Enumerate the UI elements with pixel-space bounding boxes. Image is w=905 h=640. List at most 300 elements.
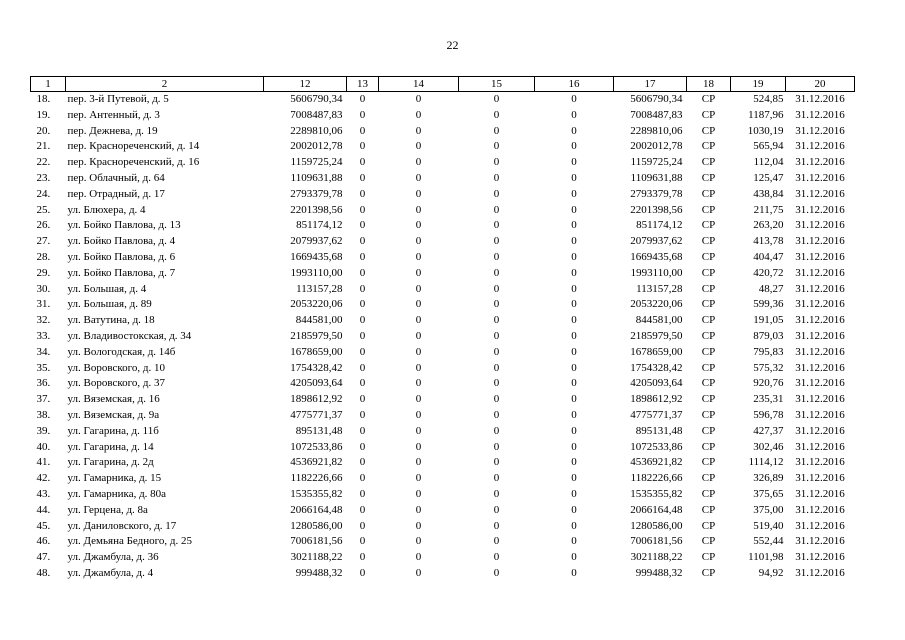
cell-category: СР (701, 314, 716, 327)
cell-col-14: 0 (415, 535, 422, 548)
cell-col-14: 0 (415, 456, 422, 469)
header-row (31, 77, 855, 92)
cell-total: 7008487,83 (630, 108, 683, 121)
cell-amount: 2793379,78 (290, 187, 343, 200)
cell-row-number: 25. (36, 203, 51, 216)
cell-col-16: 0 (571, 551, 577, 564)
cell-col-14: 0 (415, 187, 422, 200)
cell-row-number: 28. (36, 250, 51, 263)
table-row (31, 471, 855, 487)
table-row (31, 266, 855, 282)
cell-col-13: 0 (359, 393, 366, 406)
cell-area: 404,47 (753, 250, 784, 263)
cell-category: СР (701, 487, 716, 500)
cell-col-15: 0 (493, 298, 500, 311)
table-row (31, 297, 855, 313)
cell-row-number: 38. (36, 408, 51, 421)
cell-total: 113157,28 (636, 282, 683, 295)
cell-address: ул. Гагарина, д. 11б (67, 424, 159, 437)
cell-col-14: 0 (415, 487, 422, 500)
cell-address: пер. Краснореченский, д. 14 (67, 140, 200, 153)
header-cell-col-15: 15 (459, 77, 535, 92)
cell-col-15: 0 (493, 171, 500, 184)
cell-col-13: 0 (359, 93, 366, 105)
cell-amount: 1182226,66 (290, 472, 343, 485)
cell-total: 1754328,42 (630, 361, 683, 374)
cell-area: 94,92 (758, 566, 784, 579)
cell-total: 7006181,56 (630, 535, 683, 548)
cell-col-15: 0 (493, 535, 500, 548)
cell-address: ул. Бойко Павлова, д. 6 (67, 250, 176, 263)
cell-address: ул. Бойко Павлова, д. 7 (67, 266, 176, 279)
table-row (31, 282, 855, 298)
cell-category: СР (701, 424, 716, 437)
cell-category: СР (701, 108, 716, 121)
table-row (31, 171, 855, 187)
table-row (31, 392, 855, 408)
cell-category: СР (701, 124, 716, 137)
cell-date: 31.12.2016 (795, 140, 845, 153)
cell-category: СР (701, 393, 716, 406)
cell-total: 2053220,06 (630, 298, 683, 311)
cell-category: СР (701, 156, 716, 169)
cell-row-number: 34. (36, 345, 51, 358)
table-row (31, 234, 855, 250)
cell-col-15: 0 (493, 235, 500, 248)
cell-date: 31.12.2016 (795, 329, 845, 342)
cell-total: 3021188,22 (630, 551, 683, 564)
header-cell-date: 20 (786, 77, 855, 92)
cell-col-15: 0 (493, 314, 500, 327)
cell-col-14: 0 (415, 219, 422, 232)
cell-address: ул. Гагарина, д. 2д (67, 456, 154, 469)
cell-address: ул. Гамарника, д. 80а (67, 487, 167, 500)
cell-total: 999488,32 (635, 566, 683, 579)
cell-category: СР (701, 440, 716, 453)
cell-amount: 851174,12 (296, 219, 343, 232)
cell-amount: 7006181,56 (290, 535, 343, 548)
table-row (31, 519, 855, 535)
cell-area: 112,04 (753, 156, 784, 169)
table-row (31, 124, 855, 140)
table-row (31, 550, 855, 566)
cell-amount: 1754328,42 (290, 361, 343, 374)
cell-row-number: 47. (36, 551, 51, 564)
cell-row-number: 43. (36, 487, 51, 500)
cell-address: ул. Джамбула, д. 36 (67, 551, 159, 564)
cell-col-14: 0 (415, 140, 422, 153)
cell-row-number: 45. (36, 519, 51, 532)
cell-col-13: 0 (359, 187, 366, 200)
cell-amount: 4775771,37 (290, 408, 343, 421)
cell-col-13: 0 (359, 503, 366, 516)
cell-address: пер. Краснореченский, д. 16 (67, 156, 200, 169)
cell-col-15: 0 (493, 266, 500, 279)
cell-total: 895131,48 (635, 424, 683, 437)
cell-col-14: 0 (415, 282, 422, 295)
cell-date: 31.12.2016 (795, 298, 845, 311)
cell-category: СР (701, 282, 716, 295)
cell-row-number: 32. (36, 314, 51, 327)
cell-total: 5606790,34 (630, 93, 683, 105)
cell-area: 1030,19 (747, 124, 784, 137)
cell-col-16: 0 (571, 93, 577, 105)
cell-amount: 4205093,64 (290, 377, 343, 390)
cell-area: 125,47 (753, 171, 784, 184)
cell-category: СР (701, 551, 716, 564)
page-number: 22 (446, 38, 459, 52)
cell-address: ул. Блюхера, д. 4 (67, 203, 146, 216)
cell-col-16: 0 (571, 456, 577, 469)
cell-col-14: 0 (415, 124, 422, 137)
cell-area: 575,32 (753, 361, 784, 374)
cell-row-number: 41. (36, 456, 51, 469)
cell-row-number: 46. (36, 535, 51, 548)
cell-col-13: 0 (359, 377, 366, 390)
cell-col-16: 0 (571, 519, 577, 532)
cell-row-number: 22. (36, 156, 51, 169)
cell-row-number: 30. (36, 282, 51, 295)
cell-address: ул. Демьяна Бедного, д. 25 (67, 535, 192, 548)
cell-address: ул. Владивостокская, д. 34 (67, 329, 192, 342)
cell-col-13: 0 (359, 219, 366, 232)
cell-col-15: 0 (493, 424, 500, 437)
cell-total: 1159725,24 (630, 156, 683, 169)
table-row (31, 361, 855, 377)
cell-col-16: 0 (571, 156, 577, 169)
cell-col-16: 0 (571, 472, 577, 485)
table-row (31, 455, 855, 471)
cell-date: 31.12.2016 (795, 266, 845, 279)
cell-col-16: 0 (571, 282, 577, 295)
cell-category: СР (701, 472, 716, 485)
cell-col-16: 0 (571, 535, 577, 548)
cell-row-number: 48. (36, 566, 51, 579)
cell-amount: 999488,32 (295, 566, 343, 579)
cell-date: 31.12.2016 (795, 566, 845, 579)
cell-col-15: 0 (493, 187, 500, 200)
cell-col-14: 0 (415, 472, 422, 485)
cell-total: 1280586,00 (630, 519, 683, 532)
table-row (31, 218, 855, 234)
cell-area: 420,72 (753, 266, 784, 279)
table-row (31, 503, 855, 519)
cell-amount: 3021188,22 (290, 551, 343, 564)
cell-col-16: 0 (571, 503, 577, 516)
cell-total: 1669435,68 (630, 250, 683, 263)
cell-col-13: 0 (359, 124, 366, 137)
cell-amount: 895131,48 (295, 424, 343, 437)
cell-col-16: 0 (571, 266, 577, 279)
cell-col-15: 0 (493, 503, 500, 516)
cell-col-14: 0 (415, 93, 422, 105)
cell-address: ул. Воровского, д. 37 (67, 377, 165, 390)
cell-col-13: 0 (359, 361, 366, 374)
cell-address: ул. Большая, д. 89 (67, 298, 152, 311)
header-cell-total: 17 (614, 77, 687, 92)
cell-date: 31.12.2016 (795, 235, 845, 248)
cell-category: СР (701, 377, 716, 390)
cell-row-number: 26. (36, 219, 51, 232)
cell-total: 2289810,06 (630, 124, 683, 137)
cell-col-13: 0 (359, 566, 366, 579)
cell-col-16: 0 (571, 361, 577, 374)
cell-col-14: 0 (415, 203, 422, 216)
cell-address: ул. Воровского, д. 10 (67, 361, 165, 374)
cell-row-number: 39. (36, 424, 51, 437)
cell-col-15: 0 (493, 487, 500, 500)
cell-col-15: 0 (493, 440, 500, 453)
cell-amount: 1898612,92 (290, 393, 343, 406)
cell-date: 31.12.2016 (795, 456, 845, 469)
cell-area: 211,75 (753, 203, 784, 216)
cell-category: СР (701, 361, 716, 374)
cell-col-16: 0 (571, 408, 577, 421)
cell-amount: 2066164,48 (290, 503, 343, 516)
cell-col-16: 0 (571, 329, 577, 342)
cell-date: 31.12.2016 (795, 124, 845, 137)
header-cell-col-14: 14 (379, 77, 459, 92)
cell-area: 920,76 (753, 377, 784, 390)
cell-amount: 1993110,00 (290, 266, 343, 279)
cell-col-15: 0 (493, 456, 500, 469)
cell-col-14: 0 (415, 361, 422, 374)
cell-date: 31.12.2016 (795, 345, 845, 358)
cell-area: 596,78 (753, 408, 784, 421)
cell-col-16: 0 (571, 566, 577, 579)
cell-date: 31.12.2016 (795, 93, 845, 105)
cell-col-16: 0 (571, 487, 577, 500)
table-row (31, 534, 855, 550)
cell-col-16: 0 (571, 314, 577, 327)
cell-area: 879,03 (753, 329, 784, 342)
cell-address: ул. Большая, д. 4 (67, 282, 147, 295)
cell-address: ул. Герцена, д. 8а (67, 503, 148, 516)
cell-col-15: 0 (493, 345, 500, 358)
cell-col-16: 0 (571, 250, 577, 263)
cell-col-14: 0 (415, 503, 422, 516)
table-row (31, 92, 855, 108)
cell-total: 4775771,37 (630, 408, 683, 421)
cell-col-13: 0 (359, 203, 366, 216)
cell-amount: 844581,00 (295, 314, 343, 327)
cell-category: СР (701, 219, 716, 232)
cell-area: 302,46 (753, 440, 784, 453)
cell-date: 31.12.2016 (795, 408, 845, 421)
cell-area: 1114,12 (748, 456, 784, 469)
cell-address: ул. Даниловского, д. 17 (67, 519, 177, 532)
cell-col-16: 0 (571, 140, 577, 153)
cell-col-16: 0 (571, 171, 577, 184)
cell-amount: 2079937,62 (290, 235, 343, 248)
cell-date: 31.12.2016 (795, 551, 845, 564)
cell-date: 31.12.2016 (795, 108, 845, 121)
cell-area: 191,05 (753, 314, 784, 327)
cell-col-13: 0 (359, 140, 366, 153)
cell-row-number: 19. (36, 108, 51, 121)
cell-row-number: 21. (36, 140, 51, 153)
cell-col-16: 0 (571, 345, 577, 358)
cell-col-13: 0 (359, 408, 366, 421)
cell-row-number: 27. (36, 235, 51, 248)
cell-category: СР (701, 266, 716, 279)
cell-category: СР (701, 203, 716, 216)
cell-area: 263,20 (753, 219, 784, 232)
cell-amount: 2002012,78 (290, 140, 343, 153)
cell-area: 326,89 (753, 472, 784, 485)
cell-category: СР (701, 566, 716, 579)
cell-category: СР (701, 329, 716, 342)
table-row (31, 424, 855, 440)
cell-col-15: 0 (493, 156, 500, 169)
cell-address: ул. Ватутина, д. 18 (67, 314, 155, 327)
header-cell-area: 19 (731, 77, 786, 92)
table-row (31, 139, 855, 155)
cell-col-14: 0 (415, 266, 422, 279)
cell-category: СР (701, 408, 716, 421)
cell-amount: 7008487,83 (290, 108, 343, 121)
cell-row-number: 33. (36, 329, 51, 342)
cell-col-16: 0 (571, 377, 577, 390)
cell-address: ул. Гамарника, д. 15 (67, 472, 162, 485)
cell-total: 2185979,50 (630, 329, 683, 342)
cell-address: пер. Дежнева, д. 19 (67, 124, 158, 137)
cell-row-number: 23. (36, 171, 51, 184)
cell-area: 427,37 (753, 424, 784, 437)
cell-total: 2066164,48 (630, 503, 683, 516)
cell-col-13: 0 (359, 282, 366, 295)
cell-category: СР (701, 456, 716, 469)
cell-area: 795,83 (753, 345, 784, 358)
cell-col-15: 0 (493, 250, 500, 263)
cell-date: 31.12.2016 (795, 424, 845, 437)
cell-amount: 2201398,56 (290, 203, 343, 216)
cell-date: 31.12.2016 (795, 393, 845, 406)
cell-date: 31.12.2016 (795, 171, 845, 184)
cell-row-number: 18. (36, 93, 51, 105)
cell-amount: 2289810,06 (290, 124, 343, 137)
cell-address: пер. Антенный, д. 3 (67, 108, 160, 121)
cell-row-number: 36. (36, 377, 51, 390)
cell-area: 48,27 (758, 282, 784, 295)
cell-amount: 2053220,06 (290, 298, 343, 311)
cell-amount: 1109631,88 (290, 171, 343, 184)
cell-total: 2002012,78 (630, 140, 683, 153)
cell-col-14: 0 (415, 171, 422, 184)
header-cell-col-13: 13 (347, 77, 379, 92)
cell-col-13: 0 (359, 440, 366, 453)
header-cell-col-16: 16 (535, 77, 614, 92)
cell-col-14: 0 (415, 566, 422, 579)
table-row (31, 345, 855, 361)
cell-date: 31.12.2016 (795, 519, 845, 532)
table-row (31, 203, 855, 219)
cell-amount: 1678659,00 (290, 345, 343, 358)
cell-area: 565,94 (753, 140, 784, 153)
cell-area: 519,40 (753, 519, 784, 532)
cell-col-15: 0 (493, 329, 500, 342)
table-row (31, 187, 855, 203)
cell-col-13: 0 (359, 266, 366, 279)
table-row (31, 566, 855, 582)
cell-amount: 2185979,50 (290, 329, 343, 342)
table-row (31, 329, 855, 345)
cell-col-13: 0 (359, 171, 366, 184)
cell-area: 1187,96 (748, 108, 784, 121)
cell-col-14: 0 (415, 329, 422, 342)
cell-col-14: 0 (415, 345, 422, 358)
cell-area: 413,78 (753, 235, 784, 248)
cell-area: 375,00 (753, 503, 784, 516)
cell-col-15: 0 (493, 282, 500, 295)
table-row (31, 155, 855, 171)
cell-category: СР (701, 535, 716, 548)
cell-col-16: 0 (571, 187, 577, 200)
cell-col-15: 0 (493, 472, 500, 485)
cell-date: 31.12.2016 (795, 440, 845, 453)
cell-amount: 4536921,82 (290, 456, 343, 469)
cell-col-15: 0 (493, 140, 500, 153)
cell-col-16: 0 (571, 124, 577, 137)
cell-col-13: 0 (359, 314, 366, 327)
cell-col-15: 0 (493, 519, 500, 532)
cell-address: ул. Бойко Павлова, д. 13 (67, 219, 181, 232)
cell-total: 2793379,78 (630, 187, 683, 200)
table-row (31, 440, 855, 456)
header-cell-amount: 12 (264, 77, 347, 92)
cell-total: 851174,12 (636, 219, 683, 232)
cell-col-15: 0 (493, 361, 500, 374)
cell-col-15: 0 (493, 124, 500, 137)
cell-category: СР (701, 503, 716, 516)
cell-address: ул. Гагарина, д. 14 (67, 440, 154, 453)
cell-col-13: 0 (359, 329, 366, 342)
cell-date: 31.12.2016 (795, 314, 845, 327)
cell-col-13: 0 (359, 108, 366, 121)
cell-total: 1898612,92 (630, 393, 683, 406)
cell-category: СР (701, 93, 716, 105)
cell-col-16: 0 (571, 393, 577, 406)
cell-col-15: 0 (493, 566, 500, 579)
cell-category: СР (701, 298, 716, 311)
cell-col-14: 0 (415, 250, 422, 263)
table-row (31, 376, 855, 392)
cell-total: 1072533,86 (630, 440, 683, 453)
header-cell-address: 2 (66, 77, 264, 92)
table-body (31, 92, 855, 582)
table-row (31, 313, 855, 329)
cell-total: 4536921,82 (630, 456, 683, 469)
cell-col-13: 0 (359, 551, 366, 564)
cell-total: 2079937,62 (630, 235, 683, 248)
cell-col-13: 0 (359, 472, 366, 485)
cell-col-14: 0 (415, 235, 422, 248)
cell-date: 31.12.2016 (795, 503, 845, 516)
cell-amount: 1280586,00 (290, 519, 343, 532)
cell-col-14: 0 (415, 377, 422, 390)
cell-amount: 1535355,82 (290, 487, 343, 500)
cell-category: СР (701, 235, 716, 248)
cell-total: 1109631,88 (630, 171, 683, 184)
cell-date: 31.12.2016 (795, 219, 845, 232)
cell-category: СР (701, 250, 716, 263)
cell-col-15: 0 (493, 377, 500, 390)
cell-area: 1101,98 (748, 551, 784, 564)
cell-address: ул. Вологодская, д. 14б (67, 345, 176, 358)
cell-total: 844581,00 (635, 314, 683, 327)
cell-col-16: 0 (571, 440, 577, 453)
cell-area: 438,84 (753, 187, 784, 200)
